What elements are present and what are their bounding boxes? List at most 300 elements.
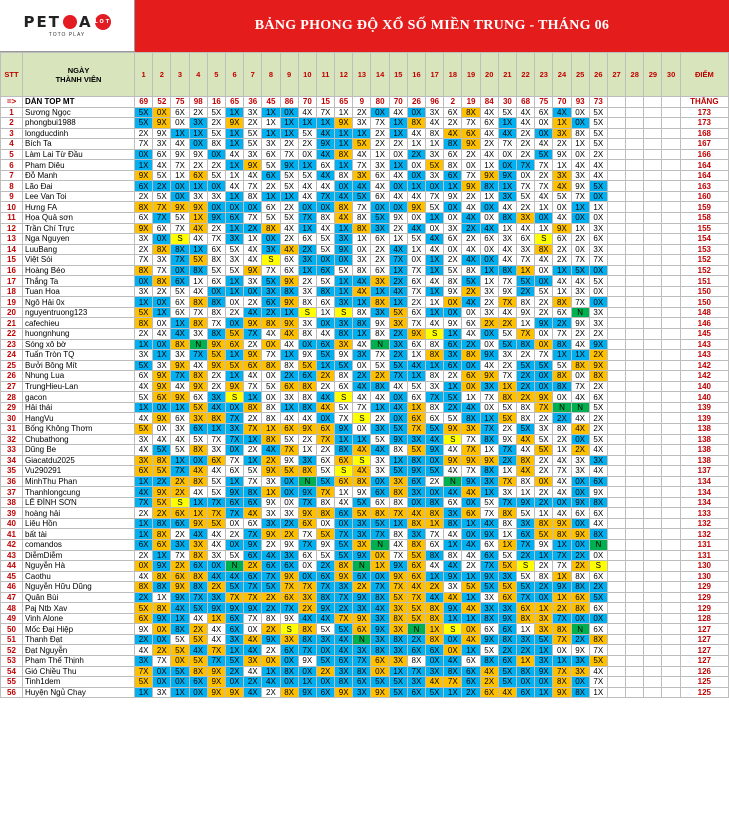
row-day-cell: 1X	[280, 191, 298, 202]
row-day-cell	[662, 329, 680, 340]
table-row	[1, 276, 729, 287]
table-row	[1, 592, 729, 603]
row-day-cell: 7X	[207, 655, 225, 666]
row-day-cell: 7X	[407, 666, 425, 677]
row-day-cell: 8X	[553, 381, 571, 392]
row-day-cell: 5X	[553, 360, 571, 371]
row-day-cell	[626, 497, 644, 508]
row-day-cell: 4X	[353, 381, 371, 392]
row-day-cell: 5X	[316, 234, 334, 245]
row-day-cell: 0X	[535, 276, 553, 287]
row-day-cell: 2X	[244, 561, 262, 572]
row-day-cell	[626, 645, 644, 656]
summary-day-3: 75	[171, 97, 189, 108]
row-day-cell: 7X	[571, 381, 589, 392]
row-day-cell: 2X	[316, 561, 334, 572]
row-day-cell: 4X	[444, 128, 462, 139]
row-day-cell: 0X	[298, 561, 316, 572]
row-member-name: MinhThu Phan	[23, 476, 135, 487]
row-day-cell: 7X	[280, 149, 298, 160]
row-member-name: Hưng FA	[23, 202, 135, 213]
row-day-cell: 2X	[316, 371, 334, 382]
row-day-cell: 4X	[444, 655, 462, 666]
row-day-cell: 5X	[516, 191, 534, 202]
row-stt: 35	[1, 466, 23, 477]
row-day-cell: 9X	[244, 350, 262, 361]
row-day-cell: 6X	[244, 497, 262, 508]
row-day-cell: 8X	[189, 318, 207, 329]
row-day-cell: 0X	[571, 118, 589, 129]
row-day-cell: 4X	[571, 276, 589, 287]
row-day-cell: 5X	[207, 487, 225, 498]
row-points: 134	[680, 487, 728, 498]
row-day-cell: 1X	[389, 666, 407, 677]
row-day-cell: 5X	[171, 634, 189, 645]
row-day-cell: 5X	[535, 634, 553, 645]
row-day-cell: 4X	[353, 181, 371, 192]
row-day-cell: 4X	[426, 592, 444, 603]
row-day-cell: 5X	[589, 402, 607, 413]
row-day-cell: 0X	[225, 445, 243, 456]
row-day-cell: 8X	[135, 265, 153, 276]
row-day-cell: 4X	[207, 571, 225, 582]
row-stt: 56	[1, 687, 23, 698]
row-day-cell: 0X	[407, 213, 425, 224]
row-stt: 37	[1, 487, 23, 498]
row-day-cell: 2X	[280, 518, 298, 529]
row-day-cell: 0X	[316, 518, 334, 529]
row-day-cell: 5X	[189, 655, 207, 666]
row-day-cell: 9X	[262, 529, 280, 540]
row-day-cell: 0X	[171, 181, 189, 192]
row-day-cell: 0X	[280, 487, 298, 498]
row-day-cell: 1X	[225, 160, 243, 171]
row-day-cell: 4X	[426, 318, 444, 329]
row-day-cell: 2X	[298, 603, 316, 614]
row-day-cell: 0X	[553, 497, 571, 508]
row-day-cell: 1X	[571, 223, 589, 234]
row-day-cell: 7X	[171, 255, 189, 266]
row-day-cell	[644, 149, 662, 160]
row-day-cell: 6X	[516, 529, 534, 540]
row-day-cell: 1X	[462, 613, 480, 624]
row-day-cell	[626, 561, 644, 572]
row-day-cell	[607, 191, 625, 202]
row-day-cell: 7X	[171, 466, 189, 477]
summary-day-10: 70	[298, 97, 316, 108]
row-day-cell	[644, 413, 662, 424]
row-day-cell	[644, 508, 662, 519]
row-day-cell: 1X	[171, 455, 189, 466]
row-day-cell: 5X	[207, 518, 225, 529]
row-day-cell: 8X	[316, 213, 334, 224]
row-day-cell: 4X	[316, 181, 334, 192]
row-member-name: Họa Quả sơn	[23, 213, 135, 224]
table-row	[1, 286, 729, 297]
row-day-cell: 8X	[426, 603, 444, 614]
row-day-cell: 1X	[535, 603, 553, 614]
row-day-cell: 0X	[553, 392, 571, 403]
row-day-cell: 7X	[207, 497, 225, 508]
row-day-cell: 3X	[371, 455, 389, 466]
row-day-cell: 2X	[207, 371, 225, 382]
row-day-cell: S	[335, 307, 353, 318]
row-day-cell: 1X	[171, 170, 189, 181]
row-day-cell: 8X	[462, 107, 480, 118]
row-day-cell: 0X	[480, 213, 498, 224]
row-day-cell	[644, 350, 662, 361]
row-day-cell: 5X	[535, 360, 553, 371]
row-day-cell: 1X	[516, 655, 534, 666]
row-day-cell: 1X	[189, 181, 207, 192]
row-day-cell: 6X	[535, 107, 553, 118]
row-day-cell: 8X	[207, 329, 225, 340]
row-day-cell: 1X	[553, 265, 571, 276]
row-day-cell: 2X	[516, 350, 534, 361]
row-day-cell: 4X	[444, 466, 462, 477]
row-day-cell: 3X	[371, 160, 389, 171]
row-day-cell: 2X	[444, 255, 462, 266]
row-day-cell: 4X	[498, 128, 516, 139]
row-day-cell	[626, 571, 644, 582]
row-day-cell: 0X	[225, 318, 243, 329]
row-day-cell: 4X	[316, 149, 334, 160]
row-day-cell: 0X	[153, 107, 171, 118]
row-day-cell: 9X	[353, 550, 371, 561]
row-day-cell: 5X	[444, 413, 462, 424]
row-day-cell: 2X	[353, 107, 371, 118]
row-day-cell: 9X	[553, 582, 571, 593]
row-day-cell: 5X	[535, 445, 553, 456]
row-day-cell: 3X	[353, 529, 371, 540]
row-day-cell: 6X	[153, 149, 171, 160]
row-day-cell: 1X	[153, 350, 171, 361]
row-day-cell: 3X	[589, 307, 607, 318]
row-member-name: Đạt Nguyễn	[23, 645, 135, 656]
row-member-name: Hải thái	[23, 402, 135, 413]
row-day-cell: 9X	[371, 318, 389, 329]
table-row	[1, 571, 729, 582]
row-day-cell: 8X	[153, 603, 171, 614]
row-day-cell	[607, 434, 625, 445]
row-day-cell: 6X	[316, 265, 334, 276]
row-day-cell: N	[371, 539, 389, 550]
row-day-cell: 4X	[262, 329, 280, 340]
table-row	[1, 518, 729, 529]
row-day-cell: 3X	[535, 613, 553, 624]
row-day-cell: 4X	[353, 149, 371, 160]
row-day-cell	[607, 508, 625, 519]
table-row	[1, 666, 729, 677]
row-day-cell	[607, 592, 625, 603]
row-day-cell: 1X	[516, 624, 534, 635]
row-day-cell: 2X	[207, 118, 225, 129]
row-day-cell	[607, 539, 625, 550]
row-day-cell: 2X	[516, 371, 534, 382]
row-day-cell	[626, 170, 644, 181]
row-member-name: Giacatdu2025	[23, 455, 135, 466]
row-day-cell: 6X	[280, 645, 298, 656]
row-day-cell	[644, 466, 662, 477]
row-day-cell: 0X	[589, 286, 607, 297]
header-day-10: 10	[298, 53, 316, 97]
row-day-cell: 4X	[280, 339, 298, 350]
header-day-8: 8	[262, 53, 280, 97]
row-day-cell: 1X	[535, 645, 553, 656]
summary-day-29	[644, 97, 662, 108]
table-body	[1, 97, 729, 698]
row-day-cell: 3X	[407, 487, 425, 498]
header-day-3: 3	[171, 53, 189, 97]
row-day-cell: 5X	[262, 160, 280, 171]
row-day-cell	[644, 582, 662, 593]
row-day-cell: 2X	[571, 234, 589, 245]
row-day-cell: 2X	[462, 687, 480, 698]
row-day-cell: 8X	[244, 402, 262, 413]
table-row	[1, 634, 729, 645]
row-day-cell: 0X	[244, 202, 262, 213]
row-day-cell: 4X	[498, 687, 516, 698]
row-day-cell: 4X	[462, 244, 480, 255]
row-day-cell: 3X	[589, 244, 607, 255]
row-day-cell	[662, 455, 680, 466]
row-day-cell: 2X	[516, 149, 534, 160]
row-day-cell: 4X	[135, 381, 153, 392]
row-member-name: Thanhlongcung	[23, 487, 135, 498]
row-day-cell: 7X	[171, 550, 189, 561]
row-day-cell: 8X	[480, 434, 498, 445]
row-day-cell: 1X	[426, 139, 444, 150]
row-day-cell: 3X	[480, 476, 498, 487]
row-day-cell: S	[171, 497, 189, 508]
row-points: 132	[680, 529, 728, 540]
row-day-cell: 6X	[407, 339, 425, 350]
row-day-cell: 4X	[171, 434, 189, 445]
summary-day-2: 52	[153, 97, 171, 108]
row-day-cell: 1X	[498, 181, 516, 192]
row-day-cell: 7X	[535, 402, 553, 413]
row-day-cell: 1X	[298, 677, 316, 688]
row-day-cell	[626, 329, 644, 340]
row-day-cell: 9X	[389, 561, 407, 572]
row-day-cell: 0X	[335, 518, 353, 529]
row-member-name: bất tài	[23, 529, 135, 540]
row-day-cell: 4X	[480, 128, 498, 139]
summary-day-7: 36	[244, 97, 262, 108]
row-day-cell: 5X	[589, 139, 607, 150]
row-day-cell: 9X	[153, 413, 171, 424]
row-day-cell	[662, 582, 680, 593]
row-day-cell: 8X	[153, 582, 171, 593]
row-day-cell: 8X	[298, 466, 316, 477]
row-day-cell: 8X	[316, 497, 334, 508]
row-day-cell: 8X	[498, 634, 516, 645]
row-day-cell: 1X	[225, 170, 243, 181]
row-day-cell: 8X	[389, 529, 407, 540]
row-day-cell: 8X	[298, 392, 316, 403]
row-day-cell	[626, 550, 644, 561]
table-row	[1, 402, 729, 413]
header-points: ĐIỂM	[680, 53, 728, 97]
row-day-cell: 3X	[407, 529, 425, 540]
row-day-cell: 9X	[426, 445, 444, 456]
row-day-cell	[662, 234, 680, 245]
row-day-cell: 1X	[426, 360, 444, 371]
row-day-cell	[644, 402, 662, 413]
row-day-cell: 5X	[407, 550, 425, 561]
row-day-cell: 1X	[589, 687, 607, 698]
row-day-cell: 9X	[225, 687, 243, 698]
row-day-cell: 0X	[371, 202, 389, 213]
row-day-cell: 8X	[280, 360, 298, 371]
row-day-cell: 1X	[298, 223, 316, 234]
row-day-cell: 0X	[571, 518, 589, 529]
row-stt: 34	[1, 455, 23, 466]
row-day-cell	[607, 170, 625, 181]
row-day-cell: 5X	[335, 402, 353, 413]
row-day-cell: 4X	[553, 508, 571, 519]
row-day-cell: 0X	[498, 160, 516, 171]
row-day-cell: 4X	[589, 445, 607, 456]
row-day-cell: 9X	[516, 497, 534, 508]
row-member-name: Nguyễn Hữu Dũng	[23, 582, 135, 593]
row-day-cell	[607, 655, 625, 666]
row-day-cell: 4X	[280, 223, 298, 234]
row-day-cell: 9X	[498, 170, 516, 181]
row-day-cell: 4X	[207, 624, 225, 635]
row-day-cell	[644, 687, 662, 698]
row-day-cell: 0X	[280, 677, 298, 688]
row-stt: 52	[1, 645, 23, 656]
row-day-cell: 6X	[135, 181, 153, 192]
row-day-cell	[607, 645, 625, 656]
row-day-cell: 9X	[189, 202, 207, 213]
row-day-cell: 4X	[244, 170, 262, 181]
row-day-cell: 5X	[407, 234, 425, 245]
row-day-cell: 1X	[225, 223, 243, 234]
row-day-cell: 1X	[480, 276, 498, 287]
row-day-cell: 6X	[335, 476, 353, 487]
row-day-cell: 2X	[207, 160, 225, 171]
row-day-cell: 7X	[480, 423, 498, 434]
row-day-cell: 2X	[498, 645, 516, 656]
row-day-cell: 2X	[262, 539, 280, 550]
row-day-cell: 1X	[462, 645, 480, 656]
row-points: 129	[680, 603, 728, 614]
row-day-cell: 6X	[407, 561, 425, 572]
row-day-cell: 0X	[535, 371, 553, 382]
row-day-cell: 3X	[480, 307, 498, 318]
row-day-cell: 7X	[426, 529, 444, 540]
row-day-cell: 0X	[225, 297, 243, 308]
row-day-cell: 9X	[571, 318, 589, 329]
row-day-cell: 3X	[389, 339, 407, 350]
row-day-cell: 1X	[480, 160, 498, 171]
row-day-cell: 6X	[571, 508, 589, 519]
row-day-cell: 2X	[535, 170, 553, 181]
row-day-cell: 6X	[371, 191, 389, 202]
row-day-cell: 0X	[589, 213, 607, 224]
row-day-cell: 8X	[298, 329, 316, 340]
row-day-cell: 3X	[335, 582, 353, 593]
row-member-name: TrungHieu-Lan	[23, 381, 135, 392]
row-day-cell: 1X	[135, 687, 153, 698]
row-day-cell: 9X	[589, 487, 607, 498]
row-day-cell: 8X	[316, 592, 334, 603]
row-day-cell: 1X	[335, 223, 353, 234]
row-day-cell: 7X	[244, 613, 262, 624]
row-day-cell: 2X	[244, 297, 262, 308]
row-day-cell: 0X	[571, 371, 589, 382]
row-day-cell: 0X	[480, 244, 498, 255]
row-day-cell: 7X	[244, 213, 262, 224]
row-day-cell: 7X	[316, 487, 334, 498]
row-day-cell: 0X	[153, 677, 171, 688]
row-day-cell	[626, 592, 644, 603]
row-day-cell: 3X	[298, 255, 316, 266]
summary-row	[1, 97, 729, 108]
row-day-cell: 7X	[516, 181, 534, 192]
table-row	[1, 582, 729, 593]
row-day-cell: 2X	[262, 592, 280, 603]
row-day-cell: 2X	[353, 582, 371, 593]
row-day-cell: 0X	[426, 181, 444, 192]
row-day-cell: 6X	[225, 339, 243, 350]
summary-points: THẮNG	[680, 97, 728, 108]
row-day-cell: 9X	[571, 645, 589, 656]
row-day-cell	[662, 213, 680, 224]
row-day-cell: 2X	[462, 223, 480, 234]
table-row	[1, 128, 729, 139]
row-day-cell: 6X	[280, 561, 298, 572]
row-day-cell: 1X	[225, 276, 243, 287]
row-day-cell: 2X	[535, 487, 553, 498]
row-day-cell: 7X	[316, 434, 334, 445]
row-member-name: Gió Chiều Thu	[23, 666, 135, 677]
row-day-cell	[626, 634, 644, 645]
row-day-cell: 7X	[207, 318, 225, 329]
row-day-cell	[626, 603, 644, 614]
row-day-cell: 9X	[444, 286, 462, 297]
row-day-cell: 2X	[135, 128, 153, 139]
row-day-cell: 4X	[298, 107, 316, 118]
row-day-cell	[662, 413, 680, 424]
row-day-cell: 5X	[389, 687, 407, 698]
row-day-cell: 6X	[135, 371, 153, 382]
row-day-cell: 0X	[535, 677, 553, 688]
row-day-cell: 2X	[589, 413, 607, 424]
row-day-cell: 9X	[207, 666, 225, 677]
row-day-cell: 5X	[316, 476, 334, 487]
row-day-cell: 3X	[207, 445, 225, 456]
table-row	[1, 677, 729, 688]
row-day-cell: 8X	[207, 307, 225, 318]
row-day-cell: 1X	[426, 255, 444, 266]
row-day-cell: 1X	[244, 434, 262, 445]
row-day-cell: 6X	[371, 487, 389, 498]
row-day-cell: 9X	[153, 381, 171, 392]
row-day-cell: 3X	[535, 423, 553, 434]
row-day-cell: 4X	[389, 539, 407, 550]
row-day-cell: 5X	[516, 360, 534, 371]
row-day-cell: 3X	[262, 476, 280, 487]
row-day-cell: 2X	[589, 582, 607, 593]
row-day-cell: 2X	[316, 445, 334, 456]
row-day-cell: 2X	[171, 476, 189, 487]
row-day-cell: 0X	[426, 655, 444, 666]
row-day-cell: 4X	[244, 307, 262, 318]
row-day-cell: 7X	[553, 561, 571, 572]
